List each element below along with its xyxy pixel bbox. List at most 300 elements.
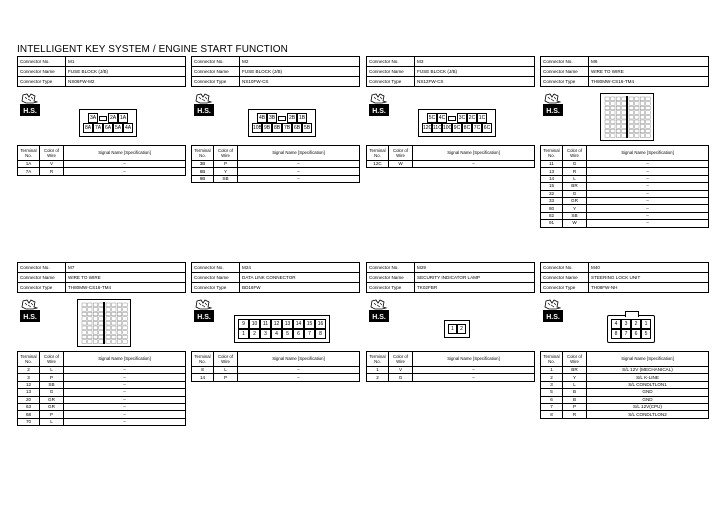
table-row <box>18 389 186 396</box>
connector-type-label: Connector Type <box>192 77 240 87</box>
terminal-no: 8 <box>192 367 214 374</box>
connector-name-label: Connector Name <box>541 273 589 283</box>
pin <box>82 331 86 335</box>
pin <box>112 321 116 325</box>
wire-color: B <box>563 396 587 403</box>
connector-no: M29 <box>415 263 535 273</box>
color-of-wire-header: Color of Wire <box>389 352 413 367</box>
pin <box>635 120 639 124</box>
pin <box>611 115 615 119</box>
latch-mark <box>99 116 107 121</box>
pin <box>123 340 127 344</box>
pin <box>611 97 615 101</box>
signal-name: – <box>413 374 535 381</box>
connector-no-label: Connector No. <box>18 263 66 273</box>
connector-name: SECURITY INDICATOR LAMP <box>415 273 535 283</box>
connector-no-label: Connector No. <box>541 263 589 273</box>
signal-name: GND <box>587 396 709 403</box>
wire-color: Y <box>563 205 587 212</box>
pin-cell: 5 <box>282 329 293 339</box>
hs-label: H.S. <box>23 314 37 321</box>
terminal-no: 6B <box>192 168 214 175</box>
pin <box>605 102 609 106</box>
signal-name: – <box>64 367 186 374</box>
pin <box>112 317 116 321</box>
connector-type: NS06FW-M2 <box>66 77 186 87</box>
pin <box>82 317 86 321</box>
terminal-no-header: Terminal No. <box>192 352 214 367</box>
table-row <box>541 381 709 388</box>
pin <box>99 312 103 316</box>
wire-color: L <box>563 381 587 388</box>
pin <box>640 106 644 110</box>
pin <box>106 308 110 312</box>
pin-cell: 3B <box>268 115 276 121</box>
pin <box>629 102 633 106</box>
signal-name: – <box>587 220 709 227</box>
signal-name: – <box>587 183 709 190</box>
table-row <box>541 183 709 190</box>
pin <box>611 102 615 106</box>
pin <box>646 125 650 129</box>
pin-cell: 2B <box>288 115 296 121</box>
pin <box>117 317 121 321</box>
wire-to-wire-connector-face <box>600 93 654 141</box>
table-row <box>541 161 709 168</box>
pin <box>611 120 615 124</box>
pin-cell: 6A <box>104 125 112 131</box>
connector-name: FUSE BLOCK (J/B) <box>415 67 535 77</box>
connector-picture <box>540 293 709 351</box>
pin <box>629 129 633 133</box>
terminal-no: 14 <box>192 374 214 381</box>
pin <box>117 335 121 339</box>
connector-no-label: Connector No. <box>541 57 589 67</box>
pin <box>640 111 644 115</box>
connector-header <box>366 262 535 293</box>
wire-color: GR <box>40 403 64 410</box>
connector-latch <box>277 113 287 123</box>
terminal-no: 63 <box>18 403 40 410</box>
pin <box>635 106 639 110</box>
connector-no: M3 <box>415 57 535 67</box>
signal-name: S/L CONDLTLON2 <box>587 411 709 418</box>
wire-color: R <box>563 411 587 418</box>
connector-face <box>444 320 470 338</box>
pin <box>646 129 650 133</box>
pin-cell: 6 <box>631 329 641 339</box>
table-row <box>367 367 535 374</box>
signal-name: – <box>587 175 709 182</box>
pin <box>622 111 626 115</box>
pin-cell: 8B <box>273 125 281 131</box>
color-of-wire-header: Color of Wire <box>214 146 238 161</box>
pin-cell: 3C <box>458 115 466 121</box>
connector-type: TK02FBR <box>415 283 535 293</box>
table-row <box>18 381 186 388</box>
connector-no: M7 <box>66 263 186 273</box>
pin-cell: 3 <box>621 319 631 329</box>
connector-latch <box>98 113 108 123</box>
connector-no-label: Connector No. <box>192 57 240 67</box>
pin <box>112 331 116 335</box>
pin <box>640 125 644 129</box>
pin <box>616 134 620 138</box>
signal-name-header: Signal Name [Specification] <box>587 352 709 367</box>
connector-picture <box>366 293 535 351</box>
signal-name-header: Signal Name [Specification] <box>64 146 186 161</box>
pin-grid <box>78 300 130 346</box>
pin-cell: 1 <box>641 319 651 329</box>
pin <box>88 317 92 321</box>
pin-cell: 8 <box>315 329 326 339</box>
terminal-no-header: Terminal No. <box>541 352 563 367</box>
signal-name: – <box>64 381 186 388</box>
terminal-no: 20 <box>18 396 40 403</box>
pin-cell: 9 <box>238 319 249 329</box>
connector-type-label: Connector Type <box>18 77 66 87</box>
signal-name: – <box>64 374 186 381</box>
signal-name: – <box>64 396 186 403</box>
pin <box>112 303 116 307</box>
signal-table <box>540 351 709 419</box>
pin <box>635 115 639 119</box>
pin <box>88 308 92 312</box>
table-row <box>18 396 186 403</box>
pin <box>106 317 110 321</box>
connector-header <box>540 262 709 293</box>
pin <box>117 331 121 335</box>
pin-cell: 2 <box>249 329 260 339</box>
pin-cell: 11 <box>260 319 271 329</box>
signal-name: – <box>64 168 186 175</box>
terminal-no: 1 <box>367 367 389 374</box>
pin <box>82 335 86 339</box>
pin <box>622 134 626 138</box>
pin <box>93 308 97 312</box>
pin <box>616 129 620 133</box>
wire-color: GR <box>563 197 587 204</box>
wire-color: W <box>389 161 413 168</box>
table-row <box>541 396 709 403</box>
signal-name: S/L K-LINE <box>587 374 709 381</box>
table-row <box>541 403 709 410</box>
pin <box>635 97 639 101</box>
color-of-wire-header: Color of Wire <box>40 352 64 367</box>
pin <box>106 321 110 325</box>
signal-name: S/L CONDLTLON1 <box>587 381 709 388</box>
terminal-no: 11 <box>541 161 563 168</box>
wire-color: W <box>563 220 587 227</box>
connector-type-label: Connector Type <box>541 283 589 293</box>
connector-no: M2 <box>240 57 360 67</box>
signal-name-header: Signal Name [Specification] <box>587 146 709 161</box>
hs-label: H.S. <box>197 314 211 321</box>
hs-label: H.S. <box>197 108 211 115</box>
terminal-no: 91 <box>541 220 563 227</box>
pin <box>646 120 650 124</box>
pin <box>88 303 92 307</box>
pin-cell: 4 <box>271 329 282 339</box>
harness-side-icon <box>20 299 40 322</box>
connector-header <box>540 56 709 87</box>
pin <box>99 321 103 325</box>
terminal-no-header: Terminal No. <box>18 352 40 367</box>
pin <box>622 115 626 119</box>
connector-no: M1 <box>66 57 186 67</box>
signal-table <box>540 145 709 228</box>
pin <box>82 340 86 344</box>
harness-side-icon <box>543 93 563 116</box>
pin <box>616 120 620 124</box>
terminal-no: 68 <box>18 411 40 418</box>
terminal-no: 1A <box>18 161 40 168</box>
color-of-wire-header: Color of Wire <box>389 146 413 161</box>
pin-cell: 6C <box>483 125 491 131</box>
table-row <box>192 367 360 374</box>
pin-cell: 5B <box>303 125 311 131</box>
signal-name-header: Signal Name [Specification] <box>238 352 360 367</box>
connector-name: STEERING LOCK UNIT <box>589 273 709 283</box>
wire-color: L <box>214 367 238 374</box>
color-of-wire-header: Color of Wire <box>563 146 587 161</box>
pin <box>99 308 103 312</box>
connector-face <box>418 109 496 137</box>
table-row <box>18 418 186 425</box>
terminal-no-header: Terminal No. <box>18 146 40 161</box>
connector-name-label: Connector Name <box>18 273 66 283</box>
color-of-wire-header: Color of Wire <box>214 352 238 367</box>
pin <box>112 326 116 330</box>
wire-color: P <box>214 161 238 168</box>
pin <box>616 102 620 106</box>
pin <box>629 134 633 138</box>
connector-no: M24 <box>240 263 360 273</box>
pin-cell: 9B <box>263 125 271 131</box>
signal-name: S/L 12V(CPU) <box>587 403 709 410</box>
pin <box>93 317 97 321</box>
terminal-no: 9B <box>192 175 214 182</box>
terminal-no-header: Terminal No. <box>192 146 214 161</box>
pin <box>93 340 97 344</box>
connector-header <box>191 56 360 87</box>
pin <box>605 106 609 110</box>
signal-name: – <box>238 175 360 182</box>
signal-name: – <box>64 418 186 425</box>
color-of-wire-header: Color of Wire <box>563 352 587 367</box>
table-row <box>541 220 709 227</box>
terminal-no: 70 <box>18 418 40 425</box>
pin-cell: 3A <box>89 115 97 121</box>
pin-cell: 5C <box>428 115 436 121</box>
pin <box>635 125 639 129</box>
connector-name: FUSE BLOCK (J/B) <box>240 67 360 77</box>
pin <box>616 125 620 129</box>
terminal-no: 1 <box>541 367 563 374</box>
pin <box>640 115 644 119</box>
terminal-no-header: Terminal No. <box>367 146 389 161</box>
table-row <box>18 168 186 175</box>
connector-header <box>17 56 186 87</box>
pin <box>123 303 127 307</box>
connector-name-label: Connector Name <box>541 67 589 77</box>
signal-name: – <box>587 168 709 175</box>
connector-block <box>540 56 709 228</box>
pin <box>605 125 609 129</box>
pin <box>629 97 633 101</box>
wire-color: L <box>40 367 64 374</box>
connector-block <box>366 262 535 382</box>
wire-color: R <box>40 168 64 175</box>
pin <box>611 134 615 138</box>
signal-name-header: Signal Name [Specification] <box>238 146 360 161</box>
connector-name: WIRE TO WIRE <box>66 273 186 283</box>
harness-side-icon <box>543 299 563 322</box>
pin-cell: 2 <box>457 324 466 334</box>
table-row <box>18 411 186 418</box>
center-divider <box>103 302 105 344</box>
wire-color: V <box>389 367 413 374</box>
pin-cell: 8C <box>463 125 471 131</box>
pin-cell: 4A <box>124 125 132 131</box>
connector-name: FUSE BLOCK (J/B) <box>66 67 186 77</box>
pin <box>611 111 615 115</box>
connector-type: BD16FW <box>240 283 360 293</box>
table-row <box>18 367 186 374</box>
wire-color: Y <box>214 168 238 175</box>
connector-picture <box>540 87 709 145</box>
connector-no-label: Connector No. <box>192 263 240 273</box>
hs-label: H.S. <box>546 108 560 115</box>
table-row <box>367 161 535 168</box>
terminal-no: 15 <box>541 183 563 190</box>
hs-label: H.S. <box>372 314 386 321</box>
pin <box>605 120 609 124</box>
pin <box>117 321 121 325</box>
terminal-no-header: Terminal No. <box>541 146 563 161</box>
signal-name: – <box>238 168 360 175</box>
terminal-no: 2 <box>367 374 389 381</box>
terminal-no: 13 <box>18 389 40 396</box>
connector-type: NS12FW-CS <box>415 77 535 87</box>
table-row <box>192 161 360 168</box>
wire-color: P <box>40 374 64 381</box>
pin <box>117 326 121 330</box>
pin <box>616 111 620 115</box>
connector-name-label: Connector Name <box>367 273 415 283</box>
harness-side-icon <box>194 299 214 322</box>
signal-name: – <box>413 367 535 374</box>
pin <box>123 331 127 335</box>
harness-side-icon <box>20 93 40 116</box>
terminal-no: 3 <box>541 381 563 388</box>
pin <box>93 303 97 307</box>
pin <box>646 111 650 115</box>
table-row <box>541 367 709 374</box>
pin <box>82 321 86 325</box>
pin-cell: 16 <box>315 319 326 329</box>
pin <box>112 308 116 312</box>
pin <box>123 317 127 321</box>
connector-face <box>79 109 137 137</box>
pin-cell: 7 <box>621 329 631 339</box>
signal-table <box>17 145 186 176</box>
connector-block <box>17 56 186 176</box>
pin-cell: 1 <box>238 329 249 339</box>
wire-color: SB <box>563 212 587 219</box>
pin <box>123 326 127 330</box>
signal-name: – <box>64 403 186 410</box>
table-row <box>541 175 709 182</box>
wire-color: SB <box>40 381 64 388</box>
signal-name: – <box>238 374 360 381</box>
pin <box>112 335 116 339</box>
pin <box>117 308 121 312</box>
signal-name: GND <box>587 389 709 396</box>
latch-mark <box>278 116 286 121</box>
pin-cell: 8 <box>611 329 621 339</box>
pin <box>629 111 633 115</box>
terminal-no: 5 <box>541 389 563 396</box>
pin <box>88 321 92 325</box>
pin-cell: 10 <box>249 319 260 329</box>
wire-color: BR <box>563 367 587 374</box>
pin <box>88 331 92 335</box>
connector-type-label: Connector Type <box>367 77 415 87</box>
pin <box>605 129 609 133</box>
terminal-no: 6 <box>541 396 563 403</box>
pin <box>640 134 644 138</box>
pin <box>616 106 620 110</box>
connector-name-label: Connector Name <box>192 273 240 283</box>
pin-cell: 2C <box>468 115 476 121</box>
pin <box>117 340 121 344</box>
pin <box>106 331 110 335</box>
pin-cell: 7 <box>304 329 315 339</box>
terminal-no: 3 <box>18 374 40 381</box>
signal-name: – <box>587 205 709 212</box>
pin-cell: 2A <box>109 115 117 121</box>
table-row <box>367 374 535 381</box>
terminal-no: 80 <box>541 205 563 212</box>
signal-name: – <box>64 161 186 168</box>
signal-name-header: Signal Name [Specification] <box>64 352 186 367</box>
connector-name: DATA LINK CONNECTOR <box>240 273 360 283</box>
pin-cell: 13 <box>282 319 293 329</box>
pin <box>123 321 127 325</box>
pin <box>646 102 650 106</box>
connector-picture <box>366 87 535 145</box>
pin <box>635 102 639 106</box>
table-row <box>541 374 709 381</box>
wire-color: GR <box>40 396 64 403</box>
connector-type-label: Connector Type <box>541 77 589 87</box>
pin <box>646 115 650 119</box>
pin-cell: 1A <box>119 115 127 121</box>
pin <box>123 308 127 312</box>
table-row <box>192 175 360 182</box>
wire-color: V <box>40 161 64 168</box>
pin <box>82 308 86 312</box>
pin <box>635 111 639 115</box>
harness-side-icon <box>369 299 389 322</box>
terminal-no: 12C <box>367 161 389 168</box>
wire-color: L <box>40 418 64 425</box>
table-row <box>192 168 360 175</box>
pin <box>99 303 103 307</box>
terminal-no: 13 <box>541 168 563 175</box>
table-row <box>18 403 186 410</box>
